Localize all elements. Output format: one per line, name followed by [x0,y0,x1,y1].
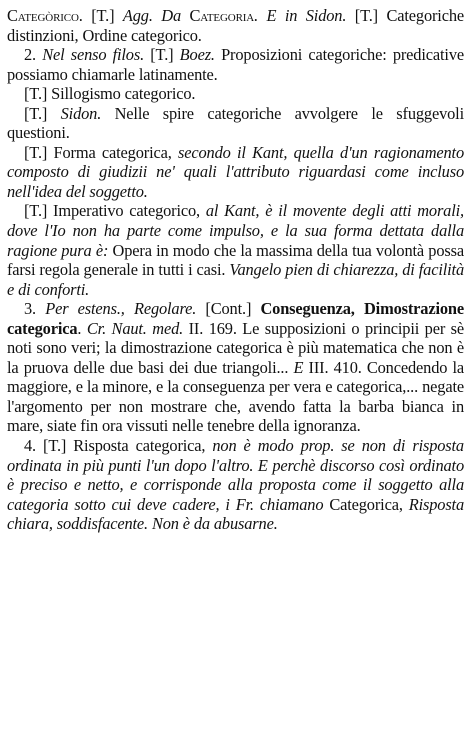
italic-span: Nel senso filos. [42,45,145,65]
text-span: [T.] [144,45,180,65]
text-span: [Cont.] [196,299,261,319]
text-span: Opera in modo che la massima della tua volontà possa farsi regola generale in tutti i casi. [7,240,464,280]
entry-example-sidon [7,104,464,143]
text-span: [T.] [82,6,123,25]
sense-number: 3. [24,299,46,319]
text-span: [T.] [24,103,61,123]
entry-example-sillogismo [7,84,464,104]
entry-definition-1 [7,6,464,45]
italic-span: E [293,357,304,377]
italic-span: non è modo prop. se non di risposta ordinata in più punti l'un dopo l'altro. E perchè discorso così ordinato è preciso e netto, e corrisponde alla proposta come il soggetto alla categoria sotto cui deve cadere, i Fr. chiamano [7,436,464,514]
entry-definition-4 [7,436,464,534]
text-span: Categorica, [323,494,409,514]
italic-span: al Kant, è il movente degli atti morali, dove l'Io non ha parte come impulso, e la sua forma dettata dalla ragione pura è: [7,201,464,260]
text-span: III. 410. Concedendo la maggiore, e la minore, e la conseguenza per vera e categorica,... negate l'argomento per non mostrare che, avendo fatta la barba bianca in mare, siate fin ora vissuti nelle tenebre della ignoranza. [7,357,464,436]
cross-reference: Categoria [189,6,255,25]
italic-span: . E in Sidon. [254,6,347,25]
sense-number: 2. [24,45,43,65]
text-span: [T.] Risposta categorica, [43,436,213,456]
entry-example-forma [7,143,464,202]
entry-definition-3 [7,299,464,436]
text-span: [T.] Forma categorica, [24,142,178,162]
text-span: [T.] Sillogismo categorico. [24,84,196,104]
text-span: [T.] Imperativo categorico, [24,201,206,221]
italic-span: Vangelo pien di chiarezza, di facilità e di conforti. [7,260,464,299]
italic-span: Risposta chiara, soddisfacente. Non è da abusarne. [7,494,464,534]
text-span: Nelle spire categoriche avvolgere le sfuggevoli questioni. [7,103,464,143]
headword: Categòrico. [7,6,83,25]
text-span: [T.] Categoriche distinzioni, Ordine categorico. [7,6,464,45]
text-span: II. 169. Le supposizioni o principii per sè noti sono veri; la dimostrazione categorica è più matematica che non è la pruova delle due basi dei due triangoli... [7,318,464,377]
italic-span: Boez. [179,45,215,65]
italic-span: secondo il Kant, quella d'un ragionamento composto di giudizii ne' quali l'attributo riguardasi come incluso nell'idea del soggetto. [7,142,465,201]
entry-example-imperativo [7,201,464,299]
text-span: Proposizioni categoriche: predicative possiamo chiamarle latinamente. [7,45,464,84]
italic-span: Sidon. [60,103,102,123]
italic-span: Cr. Naut. med. [86,318,184,338]
text-span: . [77,318,87,338]
entry-definition-2 [7,45,464,84]
italic-span: Per estens., Regolare. [45,299,197,319]
sense-number: 4. [24,436,44,456]
bold-span: Conseguenza, Dimostrazione categorica [7,299,464,338]
italic-span: Agg. Da [122,6,190,25]
